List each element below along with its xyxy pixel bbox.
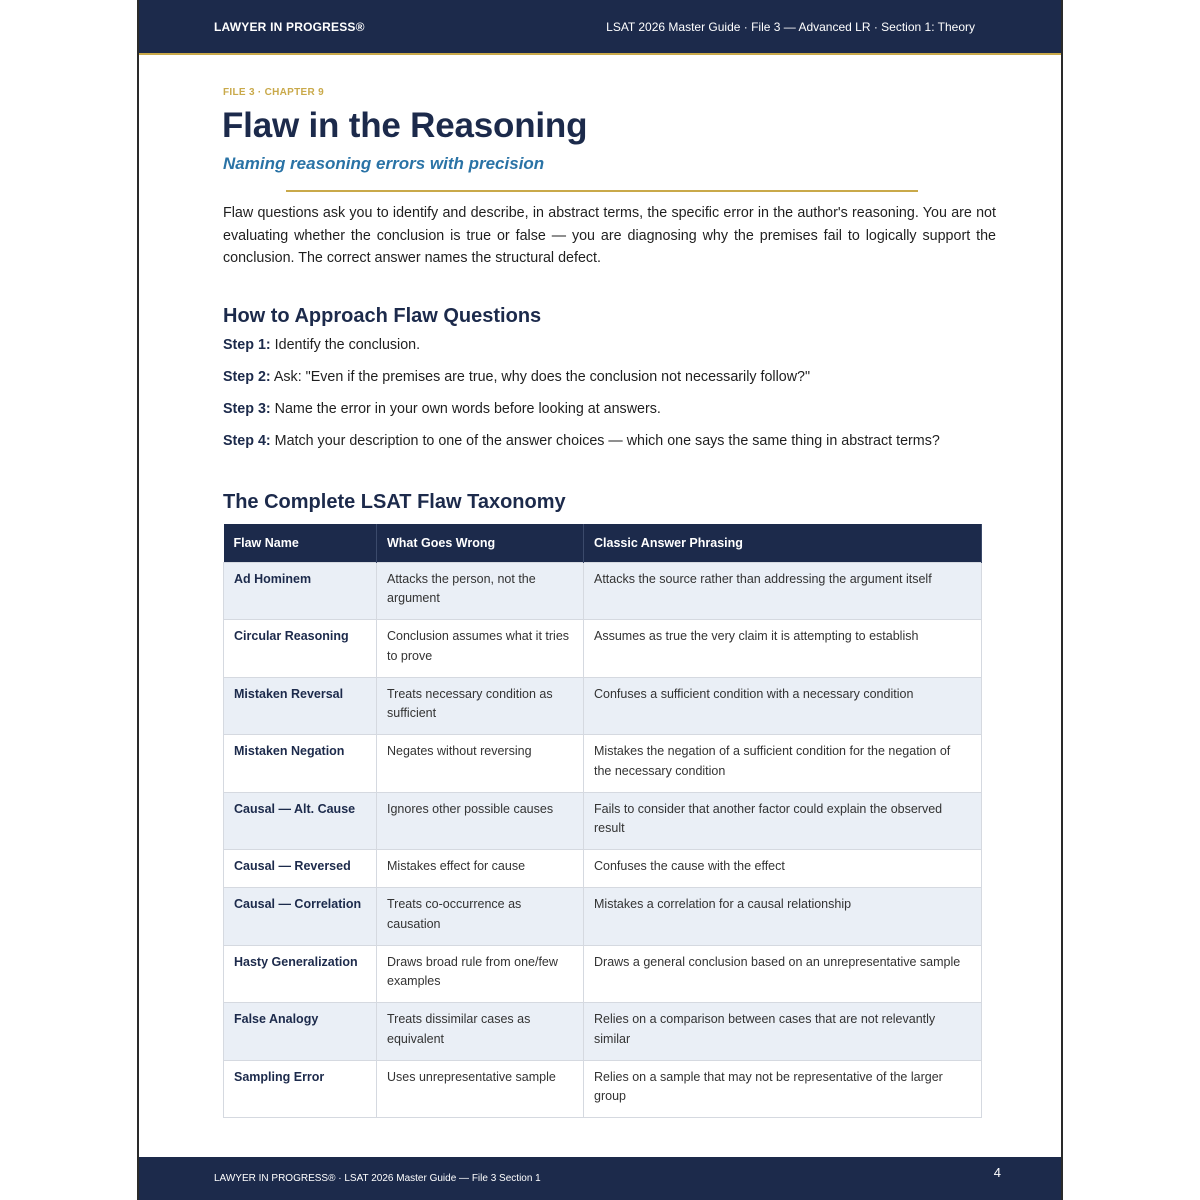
- flaw-name-cell: Causal — Correlation: [224, 888, 377, 946]
- classic-phrasing-cell: Relies on a comparison between cases that are not relevantly similar: [584, 1003, 982, 1061]
- step-item: [223, 368, 1003, 400]
- classic-phrasing-cell: Assumes as true the very claim it is attempting to establish: [584, 620, 982, 678]
- table-row: [224, 792, 982, 850]
- flaw-name-cell: Causal — Alt. Cause: [224, 792, 377, 850]
- flaw-name-cell: Hasty Generalization: [224, 945, 377, 1003]
- step-text: Ask: "Even if the premises are true, why does the conclusion not necessarily follow?": [273, 369, 811, 385]
- page-number: 4: [993, 1165, 1001, 1180]
- table-row: [224, 888, 982, 946]
- approach-steps: [223, 336, 1003, 464]
- classic-phrasing-cell: Relies on a sample that may not be representative of the larger group: [584, 1060, 982, 1118]
- classic-phrasing-cell: Mistakes the negation of a sufficient condition for the negation of the necessary condition: [584, 735, 982, 793]
- table-header-row: [224, 524, 982, 562]
- flaw-name-cell: Sampling Error: [224, 1060, 377, 1118]
- step-label: Step 2:: [223, 369, 271, 385]
- header-meta: LSAT 2026 Master Guide · File 3 — Advanced LR · Section 1: Theory: [606, 20, 975, 34]
- what-goes-wrong-cell: Ignores other possible causes: [377, 792, 584, 850]
- step-item: [223, 400, 1003, 432]
- what-goes-wrong-cell: Conclusion assumes what it tries to prove: [377, 620, 584, 678]
- step-label: Step 4:: [223, 433, 271, 449]
- what-goes-wrong-cell: Treats necessary condition as sufficient: [377, 677, 584, 735]
- what-goes-wrong-cell: Treats dissimilar cases as equivalent: [377, 1003, 584, 1061]
- what-goes-wrong-cell: Draws broad rule from one/few examples: [377, 945, 584, 1003]
- flaw-name-cell: Mistaken Negation: [224, 735, 377, 793]
- table-row: [224, 850, 982, 888]
- flaw-taxonomy-table: [223, 524, 982, 1118]
- step-text: Match your description to one of the answer choices — which one says the same thing in abstract terms?: [274, 433, 940, 449]
- classic-phrasing-cell: Attacks the source rather than addressing the argument itself: [584, 562, 982, 620]
- flaw-name-cell: False Analogy: [224, 1003, 377, 1061]
- table-row: [224, 677, 982, 735]
- classic-phrasing-cell: Mistakes a correlation for a causal relationship: [584, 888, 982, 946]
- footer-text: LAWYER IN PROGRESS® · LSAT 2026 Master Guide — File 3 Section 1: [214, 1173, 541, 1184]
- flaw-name-cell: Circular Reasoning: [224, 620, 377, 678]
- chapter-subtitle: Naming reasoning errors with precision: [223, 154, 545, 173]
- step-label: Step 1:: [223, 337, 271, 353]
- chapter-eyebrow: FILE 3 · CHAPTER 9: [223, 87, 324, 98]
- step-text: Identify the conclusion.: [274, 337, 421, 353]
- what-goes-wrong-cell: Attacks the person, not the argument: [377, 562, 584, 620]
- page-footer: [139, 1157, 1061, 1200]
- step-label: Step 3:: [223, 401, 271, 417]
- chapter-title: Flaw in the Reasoning: [222, 106, 588, 145]
- column-header-flaw-name: Flaw Name: [224, 524, 377, 562]
- step-item: [223, 336, 1003, 368]
- flaw-name-cell: Ad Hominem: [224, 562, 377, 620]
- intro-paragraph: Flaw questions ask you to identify and describe, in abstract terms, the specific error in the author's reasoning. You are not evaluating whether the conclusion is true or false — you are diagnosing why the premises fail to logically support the conclusion. The correct answer names the structural defect.: [223, 205, 996, 266]
- table-row: [224, 945, 982, 1003]
- table-row: [224, 562, 982, 620]
- page-header: [139, 0, 1061, 55]
- classic-phrasing-cell: Confuses a sufficient condition with a necessary condition: [584, 677, 982, 735]
- step-text: Name the error in your own words before looking at answers.: [274, 401, 661, 417]
- table-row: [224, 1003, 982, 1061]
- column-header-classic-phrasing: Classic Answer Phrasing: [584, 524, 982, 562]
- header-brand: LAWYER IN PROGRESS®: [214, 20, 365, 34]
- step-item: [223, 432, 1003, 464]
- table-row: [224, 620, 982, 678]
- classic-phrasing-cell: Draws a general conclusion based on an unrepresentative sample: [584, 945, 982, 1003]
- table-row: [224, 735, 982, 793]
- approach-heading: How to Approach Flaw Questions: [223, 305, 542, 327]
- classic-phrasing-cell: Confuses the cause with the effect: [584, 850, 982, 888]
- title-divider: [286, 190, 918, 192]
- column-header-what-goes-wrong: What Goes Wrong: [377, 524, 584, 562]
- taxonomy-heading: The Complete LSAT Flaw Taxonomy: [223, 491, 566, 513]
- what-goes-wrong-cell: Treats co-occurrence as causation: [377, 888, 584, 946]
- what-goes-wrong-cell: Negates without reversing: [377, 735, 584, 793]
- what-goes-wrong-cell: Mistakes effect for cause: [377, 850, 584, 888]
- classic-phrasing-cell: Fails to consider that another factor could explain the observed result: [584, 792, 982, 850]
- what-goes-wrong-cell: Uses unrepresentative sample: [377, 1060, 584, 1118]
- document-page: [137, 0, 1063, 1200]
- flaw-name-cell: Mistaken Reversal: [224, 677, 377, 735]
- flaw-name-cell: Causal — Reversed: [224, 850, 377, 888]
- table-row: [224, 1060, 982, 1118]
